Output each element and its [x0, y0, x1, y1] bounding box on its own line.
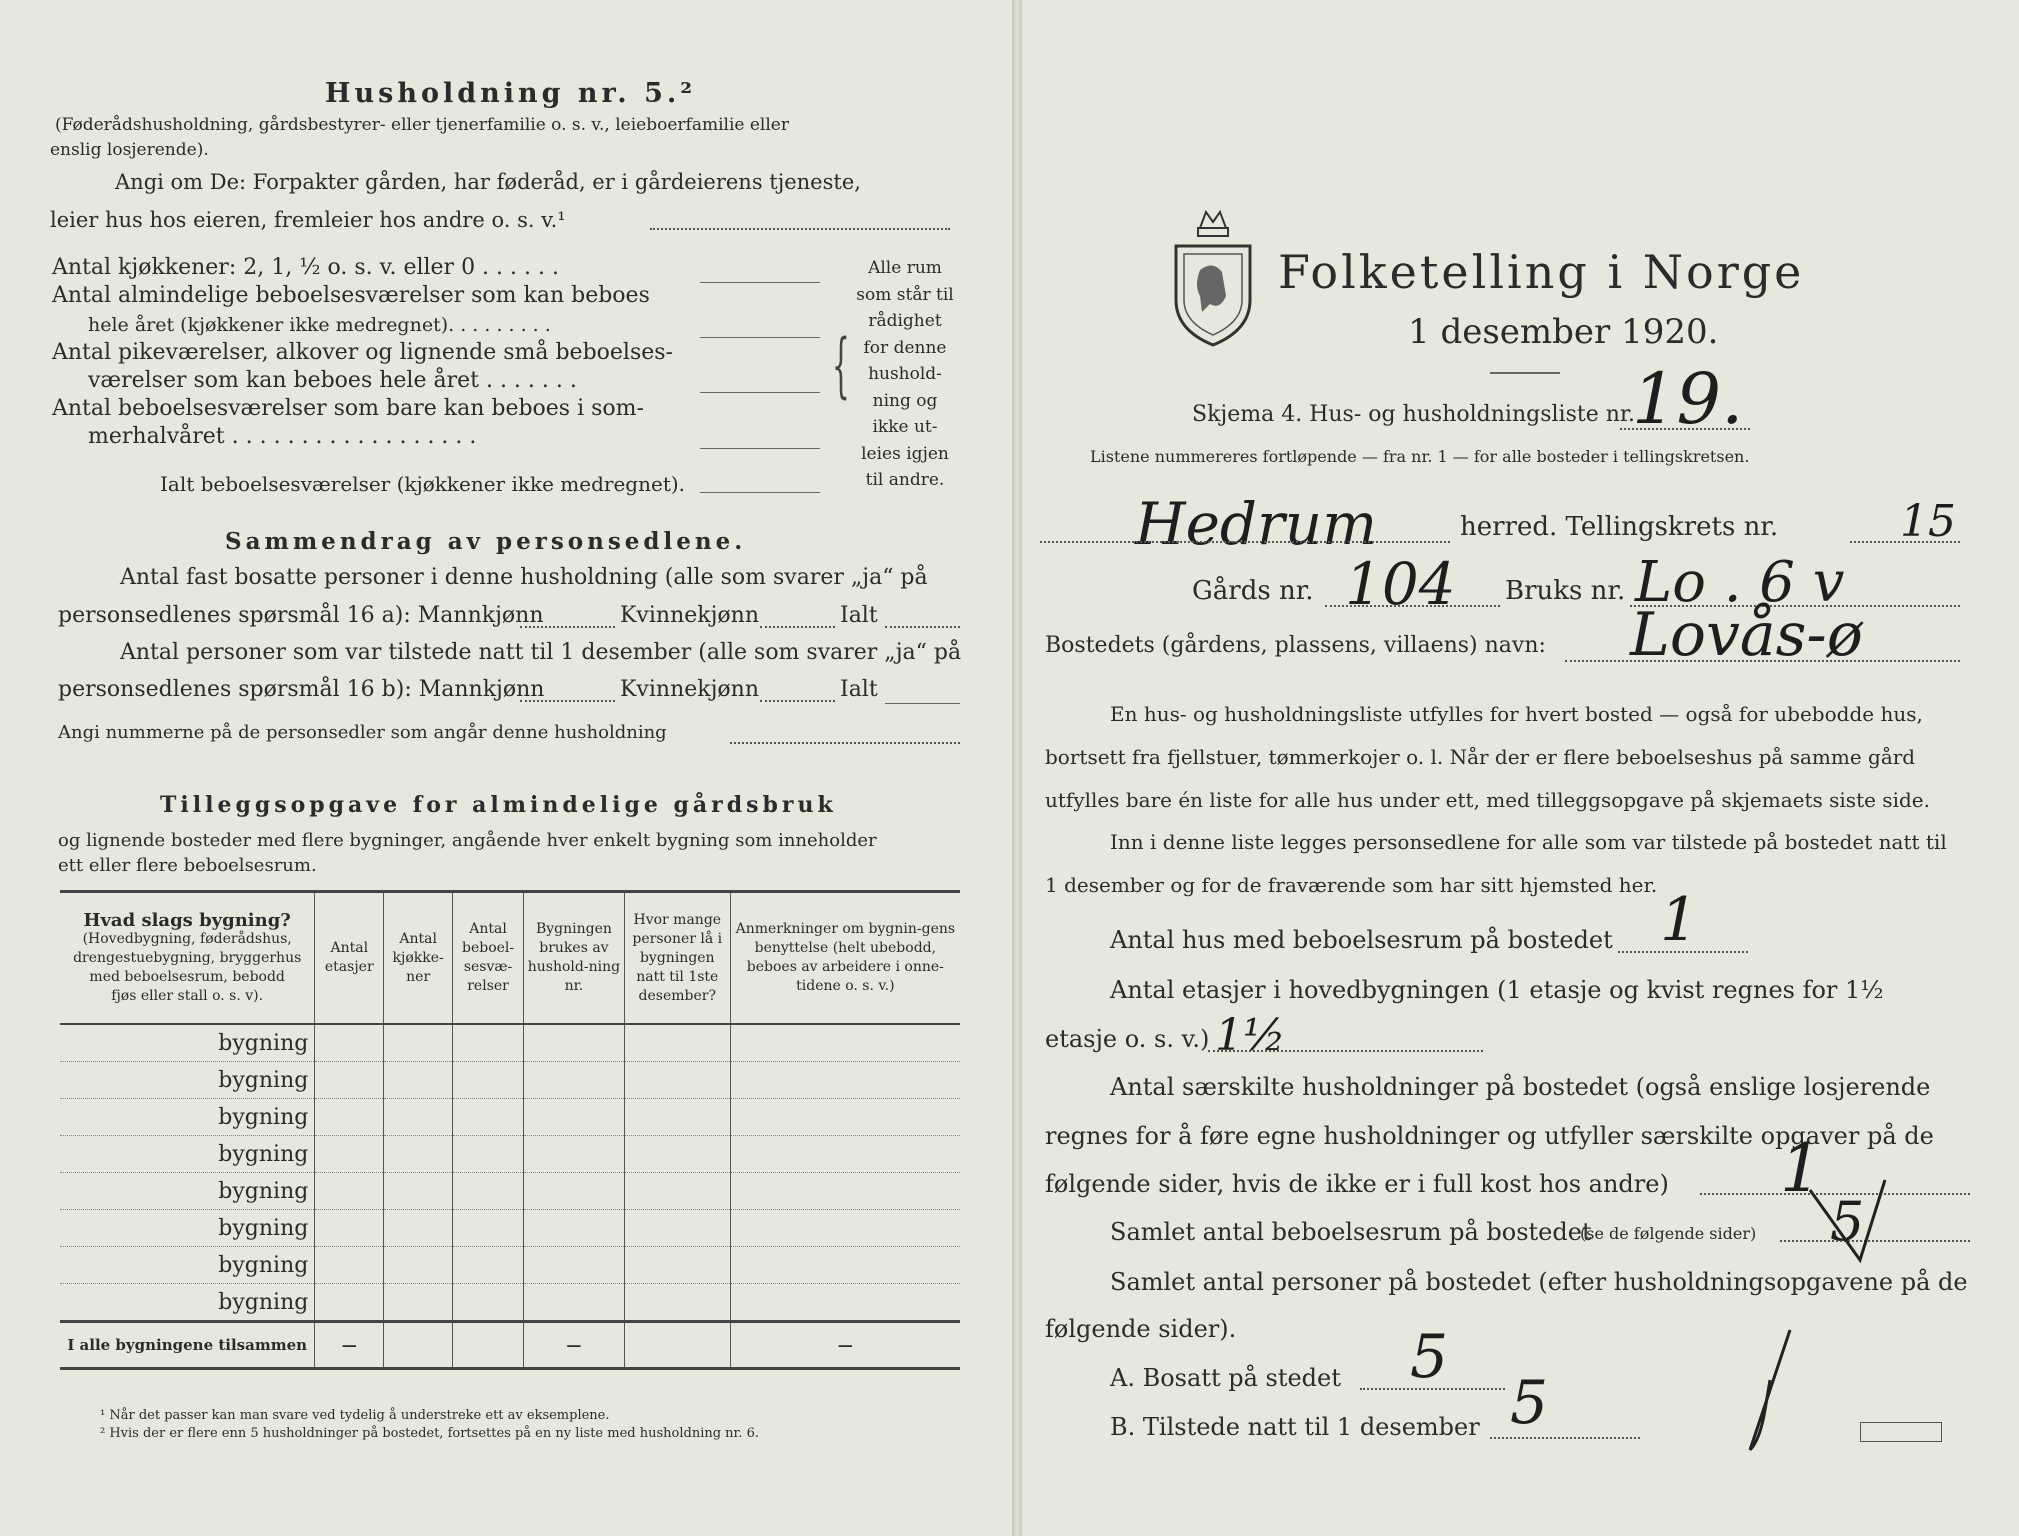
table-cell [524, 1062, 625, 1099]
answer-line [1620, 428, 1750, 430]
floors-label-1: Antal etasjer i hovedbygningen (1 etasje og kvist regnes for 1½ [1110, 976, 1884, 1004]
instructions-5: 1 desember og for de fraværende som har sitt hjemsted her. [1045, 873, 1658, 897]
krets-handwritten: 15 [1900, 496, 1956, 547]
table-cell [453, 1024, 524, 1062]
table-cell [524, 1284, 625, 1322]
col-household: Bygningen brukes av hushold-ning nr. [524, 892, 625, 1025]
table-cell [524, 1247, 625, 1284]
gards-handwritten: 104 [1345, 550, 1456, 618]
answer-line [700, 448, 820, 449]
footnote-2: ² Hvis der er flere enn 5 husholdninger på bostedet, fortsettes på en ny liste med husholdning nr. 6. [100, 1426, 760, 1441]
table-cell [384, 1322, 453, 1369]
building-cell: bygning [60, 1024, 315, 1062]
total-label: Ialt [840, 603, 878, 628]
table-cell [624, 1210, 730, 1247]
herred-handwritten: Hedrum [1135, 490, 1378, 558]
instructions-1: En hus- og husholdningsliste utfylles for hvert bosted — også for ubebodde hus, [1110, 702, 1923, 726]
table-cell [524, 1024, 625, 1062]
answer-line [700, 392, 820, 393]
table-cell [384, 1062, 453, 1099]
floors-handwritten: 1½ [1215, 1010, 1286, 1061]
list-number-handwritten: 19. [1632, 358, 1744, 440]
checkmark-strokes [1660, 1080, 1980, 1480]
total-persons-label-1: Samlet antal personer på bostedet (efter husholdningsopgavene på de [1110, 1268, 1968, 1296]
female-label: Kvinnekjønn [620, 603, 759, 628]
resident-label: A. Bosatt på stedet [1110, 1364, 1341, 1392]
total-label: Ialt [840, 677, 878, 702]
table-cell [315, 1099, 384, 1136]
table-cell [624, 1247, 730, 1284]
households-label-1: Antal særskilte husholdninger på bostedet (også enslige losjerende [1110, 1073, 1931, 1101]
household-title: Husholdning nr. 5.² [325, 78, 697, 109]
table-cell [730, 1284, 960, 1322]
present-handwritten: 5 [1510, 1368, 1549, 1438]
form-date: 1 desember 1920. [1408, 312, 1719, 352]
answer-line [1565, 660, 1960, 662]
answer-line [1360, 1388, 1505, 1390]
buildings-table [60, 890, 960, 1370]
schema-label: Skjema 4. Hus- og husholdningsliste nr. [1192, 402, 1635, 427]
total-dash: — [315, 1322, 384, 1369]
gards-label: Gårds nr. [1192, 576, 1314, 606]
answer-line [1618, 951, 1748, 953]
table-cell [384, 1024, 453, 1062]
table-row [60, 1173, 960, 1210]
form-title: Folketelling i Norge [1278, 245, 1805, 299]
rooms-note-line: leies igjen [861, 443, 949, 464]
instructions-3: utfylles bare én liste for alle hus under ett, med tilleggsopgave på skjemaets siste side. [1045, 788, 1930, 812]
col-remarks: Anmerkninger om bygnin-gens benyttelse (helt ubebodd, beboes av arbeidere i onne-tidene o. s. v.) [730, 892, 960, 1025]
table-header [60, 892, 960, 1025]
table-cell [624, 1173, 730, 1210]
extra-title: Tilleggsopgave for almindelige gårdsbruk [160, 792, 837, 818]
question-1a: Angi om De: Forpakter gården, har føderåd, er i gårdeierens tjeneste, [115, 170, 861, 194]
building-cell: bygning [60, 1284, 315, 1322]
answer-line [1490, 1437, 1640, 1439]
rooms-note-line: for denne [863, 337, 947, 358]
table-cell [730, 1136, 960, 1173]
right-page [1020, 0, 2019, 1536]
table-cell [524, 1099, 625, 1136]
table-cell [730, 1173, 960, 1210]
rooms-label-b: hele året (kjøkkener ikke medregnet). . . . . . . . . [88, 314, 551, 336]
rooms-label-a: Antal almindelige beboelsesværelser som kan beboes [52, 283, 650, 308]
answer-line [1850, 541, 1960, 543]
total-dash: — [524, 1322, 625, 1369]
answer-line [700, 282, 820, 283]
resident-handwritten: 5 [1410, 1322, 1449, 1392]
rooms-note [850, 255, 960, 494]
table-cell [315, 1173, 384, 1210]
answer-line [520, 700, 615, 702]
answer-line [760, 700, 835, 702]
total-persons-label-2: følgende sider). [1045, 1315, 1237, 1343]
total-rooms-note: (se de følgende sider) [1580, 1224, 1757, 1243]
table-cell [453, 1322, 524, 1369]
table-cell [524, 1136, 625, 1173]
households-label-3: følgende sider, hvis de ikke er i full kost hos andre) [1045, 1170, 1669, 1198]
table-cell [315, 1210, 384, 1247]
table-cell [453, 1284, 524, 1322]
table-cell [315, 1284, 384, 1322]
rooms-note-line: som står til [856, 284, 954, 305]
col-building-type-title: Hvad slags bygning? [83, 909, 291, 931]
rooms-note-line: ikke ut- [872, 417, 938, 437]
table-cell [315, 1024, 384, 1062]
table-row [60, 1284, 960, 1322]
table-cell [384, 1210, 453, 1247]
bruks-label: Bruks nr. [1505, 576, 1626, 606]
answer-line [1208, 1050, 1483, 1052]
summary-2b: personsedlenes spørsmål 16 b): Mannkjønn [58, 677, 545, 702]
col-persons: Hvor mange personer lå i bygningen natt til 1ste desember? [624, 892, 730, 1025]
col-rooms: Antal beboel-sesvæ-relser [453, 892, 524, 1025]
building-cell: bygning [60, 1062, 315, 1099]
table-row [60, 1062, 960, 1099]
instructions-2: bortsett fra fjellstuer, tømmerkojer o. l. Når der er flere beboelseshus på samme gård [1045, 745, 1916, 769]
answer-line [885, 703, 960, 704]
total-dash: — [730, 1322, 960, 1369]
question-1b: leier hus hos eieren, fremleier hos andre o. s. v.¹ [50, 208, 566, 232]
rooms-note-line: ning og [872, 390, 938, 411]
households-label-2: regnes for å føre egne husholdninger og utfyller særskilte opgaver på de [1045, 1122, 1934, 1150]
table-cell [384, 1136, 453, 1173]
table-cell [624, 1136, 730, 1173]
answer-line [885, 626, 960, 628]
brace: { [832, 324, 850, 406]
answer-line [520, 626, 615, 628]
houses-label: Antal hus med beboelsesrum på bostedet [1110, 926, 1613, 954]
col-building-type-note: fjøs eller stall o. s. v). [111, 987, 264, 1004]
table-cell [384, 1099, 453, 1136]
floors-label-2: etasje o. s. v.) [1045, 1025, 1210, 1053]
table-cell [730, 1062, 960, 1099]
total-rooms-label: Ialt beboelsesværelser (kjøkkener ikke medregnet). [160, 472, 686, 496]
table-cell [384, 1173, 453, 1210]
kitchens-label: Antal kjøkkener: 2, 1, ½ o. s. v. eller 0 . . . . . . [52, 255, 559, 280]
table-cell [453, 1099, 524, 1136]
summary-1a: Antal fast bosatte personer i denne husholdning (alle som svarer „ja“ på [120, 565, 928, 590]
summary-1b: personsedlenes spørsmål 16 a): Mannkjønn [58, 603, 544, 628]
answer-line [700, 337, 820, 338]
col-floors: Antal etasjer [315, 892, 384, 1025]
bosted-label: Bostedets (gårdens, plassens, villaens) navn: [1045, 633, 1546, 658]
rooms-note-line: rådighet [868, 311, 942, 331]
table-cell [453, 1173, 524, 1210]
numbers-label: Angi nummerne på de personsedler som angår denne husholdning [58, 722, 667, 743]
table-cell [453, 1210, 524, 1247]
instructions-4: Inn i denne liste legges personsedlene for alle som var tilstede på bostedet natt til [1110, 830, 1947, 854]
table-cell [315, 1247, 384, 1284]
col-building-type-note: (Hovedbygning, føderådshus, [82, 930, 292, 947]
table-row [60, 1210, 960, 1247]
table-row [60, 1136, 960, 1173]
summer-rooms-label-a: Antal beboelsesværelser som bare kan beboes i som- [52, 396, 644, 421]
building-cell: bygning [60, 1247, 315, 1284]
col-building-type-note: drengestuebygning, bryggerhus [73, 949, 302, 966]
bosted-handwritten: Lovås-ø [1630, 600, 1863, 670]
table-cell [624, 1062, 730, 1099]
answer-line [760, 626, 835, 628]
answer-line [1040, 541, 1450, 543]
numbering-note: Listene nummereres fortløpende — fra nr. 1 — for alle bosteder i tellingskretsen. [1090, 447, 1750, 466]
table-cell [730, 1247, 960, 1284]
extra-desc-2: ett eller flere beboelsesrum. [58, 855, 317, 876]
female-label: Kvinnekjønn [620, 677, 759, 702]
table-cell [384, 1247, 453, 1284]
summary-2a: Antal personer som var tilstede natt til 1 desember (alle som svarer „ja“ på [120, 640, 962, 665]
table-cell [524, 1210, 625, 1247]
houses-handwritten: 1 [1660, 885, 1699, 955]
maid-rooms-label-a: Antal pikeværelser, alkover og lignende små beboelses- [52, 340, 673, 365]
summary-title: Sammendrag av personsedlene. [225, 528, 747, 555]
table-cell [730, 1210, 960, 1247]
rooms-note-line: Alle rum [868, 258, 942, 278]
households-handwritten: 1 [1780, 1130, 1822, 1207]
table-row [60, 1024, 960, 1062]
table-cell [524, 1173, 625, 1210]
building-cell: bygning [60, 1136, 315, 1173]
present-label: B. Tilstede natt til 1 desember [1110, 1413, 1480, 1441]
coat-of-arms-icon [1170, 200, 1256, 350]
col-building-type [60, 892, 315, 1025]
answer-line [700, 492, 820, 493]
table-cell [453, 1136, 524, 1173]
table-cell [624, 1284, 730, 1322]
table-cell [730, 1024, 960, 1062]
bruks-handwritten: Lo . 6 v [1635, 550, 1845, 615]
building-cell: bygning [60, 1099, 315, 1136]
table-cell [730, 1099, 960, 1136]
table-cell [315, 1062, 384, 1099]
answer-line [650, 228, 950, 230]
answer-line [1325, 605, 1500, 607]
rooms-note-line: til andre. [865, 470, 945, 490]
table-cell [624, 1099, 730, 1136]
household-intro: (Føderådshusholdning, gårdsbestyrer- eller tjenerfamilie o. s. v., leieboerfamilie eller [55, 115, 789, 135]
total-label-cell: I alle bygningene tilsammen [60, 1322, 315, 1369]
table-cell [453, 1062, 524, 1099]
total-rooms-label: Samlet antal beboelsesrum på bostedet [1110, 1218, 1592, 1246]
printer-stamp [1860, 1422, 1942, 1442]
table-row [60, 1099, 960, 1136]
household-intro-2: enslig losjerende). [50, 140, 209, 160]
col-building-type-note: med beboelsesrum, bebodd [89, 968, 285, 985]
maid-rooms-label-b: værelser som kan beboes hele året . . . . . . . [88, 368, 577, 393]
table-cell [453, 1247, 524, 1284]
table-cell [384, 1284, 453, 1322]
total-row [60, 1322, 960, 1369]
rooms-note-line: hushold- [868, 364, 942, 384]
table-cell [315, 1136, 384, 1173]
answer-line [730, 742, 960, 744]
title-rule [1490, 372, 1560, 374]
building-cell: bygning [60, 1210, 315, 1247]
summer-rooms-label-b: merhalvåret . . . . . . . . . . . . . . . . . . [88, 424, 477, 449]
footnote-1: ¹ Når det passer kan man svare ved tydelig å understreke ett av eksemplene. [100, 1408, 610, 1423]
extra-desc-1: og lignende bosteder med flere bygninger, angående hver enkelt bygning som inneholder [58, 830, 877, 851]
col-kitchens: Antal kjøkke-ner [384, 892, 453, 1025]
building-cell: bygning [60, 1173, 315, 1210]
herred-label: herred. Tellingskrets nr. [1460, 512, 1779, 542]
table-row [60, 1247, 960, 1284]
table-cell [624, 1024, 730, 1062]
table-cell [624, 1322, 730, 1369]
total-rooms-handwritten: 5 [1830, 1190, 1865, 1253]
